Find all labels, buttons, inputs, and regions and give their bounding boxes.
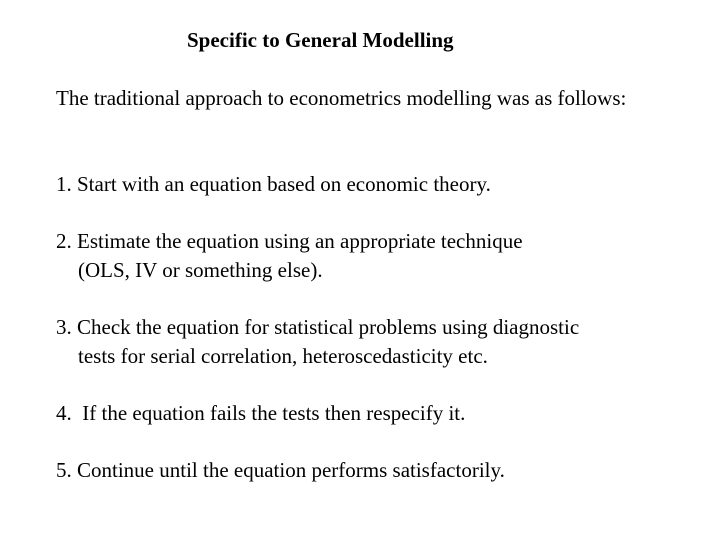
step-item-1	[56, 170, 696, 199]
step-2-continuation: (OLS, IV or something else).	[78, 258, 323, 282]
step-2-text: 2. Estimate the equation using an appropriate technique	[56, 229, 523, 253]
step-item-3	[56, 313, 696, 371]
slide-title: Specific to General Modelling	[187, 28, 454, 52]
step-4-text: 4. If the equation fails the tests then respecify it.	[56, 401, 466, 425]
step-3-continuation: tests for serial correlation, heteroscedasticity etc.	[78, 344, 488, 368]
step-item-4	[56, 399, 696, 428]
step-3-text: 3. Check the equation for statistical problems using diagnostic	[56, 315, 580, 339]
step-1-text: 1. Start with an equation based on economic theory.	[56, 172, 491, 196]
intro-paragraph: The traditional approach to econometrics modelling was as follows:	[56, 86, 627, 110]
step-item-2	[56, 227, 696, 285]
step-item-5	[56, 456, 696, 485]
step-5-text: 5. Continue until the equation performs satisfactorily.	[56, 458, 505, 482]
